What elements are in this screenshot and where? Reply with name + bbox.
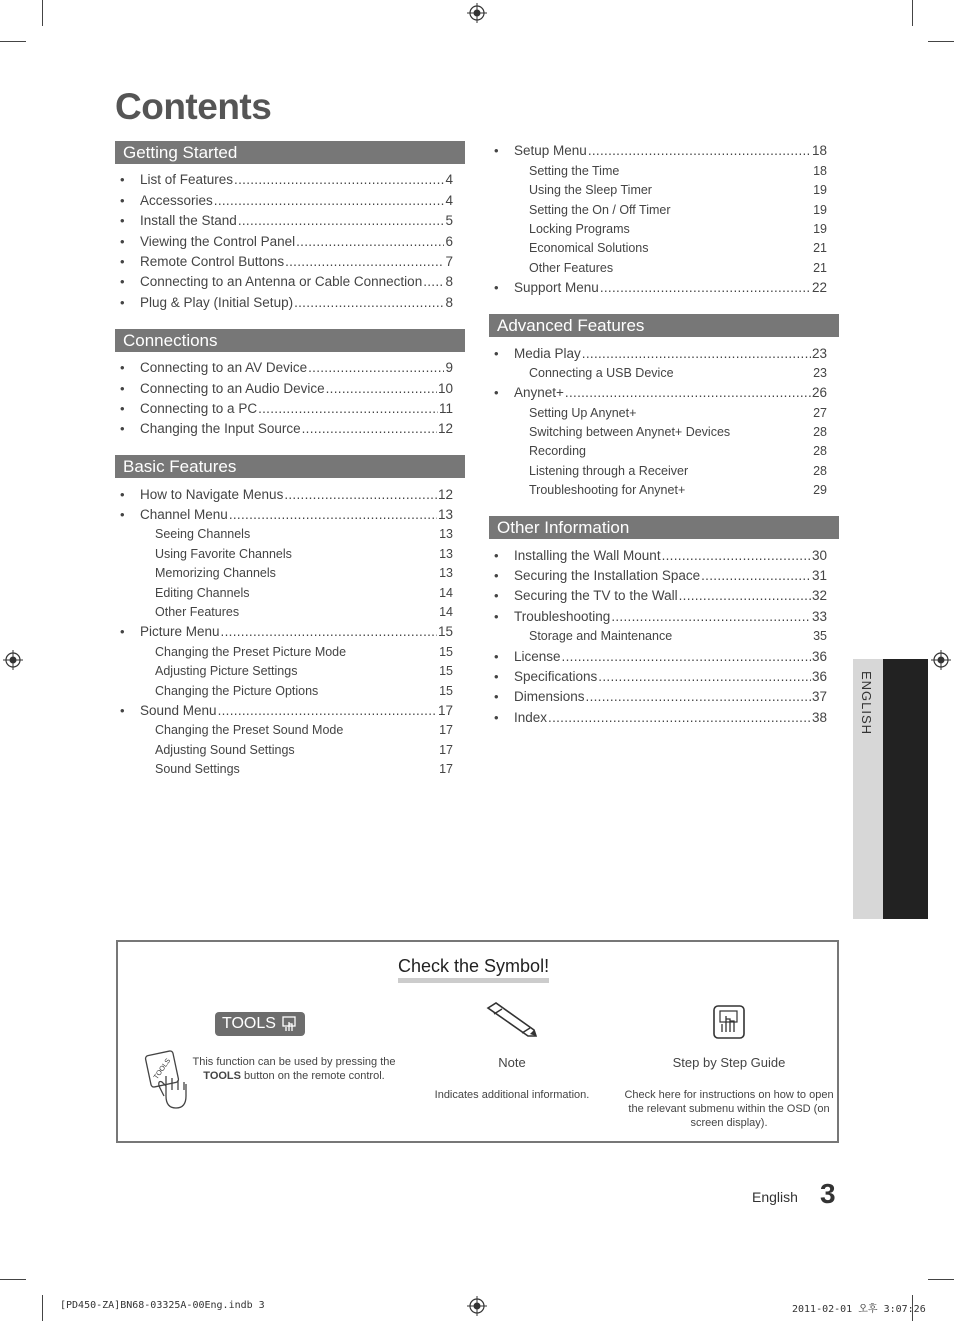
toc-list	[115, 356, 465, 438]
section-heading: Advanced Features	[489, 314, 839, 337]
toc-subentry	[489, 440, 839, 459]
toc-entry-page: 31	[811, 568, 827, 584]
toc-subentry	[115, 542, 465, 561]
crop-mark	[928, 41, 954, 42]
dot-leader	[296, 234, 444, 250]
crop-mark	[42, 0, 43, 26]
toc-subentry	[115, 719, 465, 738]
registration-mark-icon	[931, 650, 951, 670]
toc-entry-label: Locking Programs	[529, 221, 630, 236]
toc-entry	[115, 250, 465, 270]
dot-leader	[679, 588, 811, 604]
tools-description-line2: button on the remote control.	[241, 1070, 385, 1082]
toc-entry-label: Using Favorite Channels	[155, 546, 292, 561]
section-heading: Getting Started	[115, 141, 465, 164]
dot-leader	[285, 254, 444, 270]
toc-subentry	[115, 679, 465, 698]
toc-entry-page: 7	[445, 253, 453, 269]
section-heading: Basic Features	[115, 455, 465, 478]
toc-subentry	[489, 179, 839, 198]
toc-entry-page: 33	[811, 608, 827, 624]
toc-list	[489, 139, 839, 296]
toc-entry-page: 35	[813, 629, 827, 644]
toc-subentry	[489, 198, 839, 217]
toc-entry	[489, 644, 839, 664]
toc-subentry	[489, 218, 839, 237]
toc-entry-label: Recording	[529, 444, 586, 459]
toc-entry-label: Troubleshooting for Anynet+	[529, 483, 686, 498]
toc-entry-page: 23	[811, 345, 827, 361]
toc-entry-page: 37	[811, 689, 827, 705]
dot-leader	[284, 487, 437, 503]
toc-entry-page: 28	[813, 425, 827, 440]
toc-entry-label: • Connecting to an Audio Device	[140, 380, 325, 396]
tools-badge-label: TOOLS	[222, 1015, 276, 1032]
toc-entry-page: 18	[813, 163, 827, 178]
toc-entry	[115, 356, 465, 376]
toc-subentry	[489, 421, 839, 440]
toc-entry-page: 28	[813, 444, 827, 459]
symbol-box-title: Check the Symbol!	[398, 956, 549, 983]
toc-entry-label: Listening through a Receiver	[529, 463, 689, 478]
toc-entry-label: • Channel Menu	[140, 507, 228, 523]
toc-right-column	[489, 139, 839, 744]
toc-subentry	[115, 738, 465, 757]
toc-list	[489, 341, 839, 498]
toc-entry-page: 28	[813, 463, 827, 478]
toc-entry-label: Setting Up Anynet+	[529, 405, 637, 420]
step-by-step-guide-icon	[712, 1004, 746, 1040]
dot-leader	[423, 274, 444, 290]
toc-entry-page: 15	[439, 683, 453, 698]
note-label: Note	[498, 1055, 526, 1070]
toc-entry-page: 14	[439, 605, 453, 620]
toc-entry	[115, 417, 465, 437]
toc-entry-label: Using the Sleep Timer	[529, 183, 652, 198]
dot-leader	[586, 689, 811, 705]
toc-entry-page: 17	[439, 742, 453, 757]
toc-entry-label: • Remote Control Buttons	[140, 253, 285, 269]
note-pencil-icon	[484, 1000, 540, 1040]
dot-leader	[701, 568, 811, 584]
toc-entry-label: Setting the Time	[529, 163, 620, 178]
remote-tools-button-text: TOOLS	[152, 1057, 173, 1081]
toc-entry	[489, 564, 839, 584]
toc-entry-page: 14	[439, 585, 453, 600]
toc-subentry	[115, 660, 465, 679]
toc-entry-label: • Plug & Play (Initial Setup)	[140, 294, 294, 310]
toc-subentry	[489, 625, 839, 644]
dot-leader	[234, 172, 444, 188]
dot-leader	[548, 710, 811, 726]
toc-entry-label: • Troubleshooting	[514, 608, 611, 624]
toc-entry	[489, 584, 839, 604]
toc-entry-label: • Changing the Input Source	[140, 421, 301, 437]
toc-entry	[489, 139, 839, 159]
note-description: Indicates additional information.	[434, 1089, 590, 1101]
toc-section	[115, 455, 465, 777]
toc-section	[489, 139, 839, 296]
toc-entry-label: Switching between Anynet+ Devices	[529, 425, 731, 440]
dot-leader	[598, 669, 811, 685]
toc-entry-label: • Support Menu	[514, 280, 599, 296]
toc-entry-page: 36	[811, 648, 827, 664]
toc-entry	[489, 381, 839, 401]
toc-entry-label: • Setup Menu	[514, 143, 587, 159]
tools-description-line1: This function can be used by pressing the	[192, 1056, 396, 1068]
footer-language: English	[752, 1189, 798, 1205]
toc-entry-page: 13	[439, 546, 453, 561]
toc-entry-page: 32	[811, 588, 827, 604]
toc-entry-page: 15	[437, 624, 453, 640]
toc-entry-page: 17	[439, 762, 453, 777]
toc-entry-page: 12	[437, 421, 453, 437]
toc-entry-page: 27	[813, 405, 827, 420]
toc-subentry	[115, 562, 465, 581]
toc-entry-page: 4	[445, 192, 453, 208]
dot-leader	[308, 360, 444, 376]
toc-entry	[489, 341, 839, 361]
toc-entry-page: 21	[813, 260, 827, 275]
toc-entry	[115, 620, 465, 640]
toc-entry-label: • Install the Stand	[140, 213, 237, 229]
toc-entry-label: Connecting a USB Device	[529, 365, 674, 380]
dot-leader	[258, 401, 438, 417]
toc-entry-label: • List of Features	[140, 172, 234, 188]
toc-entry-page: 8	[445, 294, 453, 310]
toc-subentry	[115, 601, 465, 620]
toc-entry	[115, 168, 465, 188]
toc-entry-label: • Index	[514, 709, 548, 725]
toc-entry-page: 17	[439, 723, 453, 738]
toc-entry	[489, 705, 839, 725]
toc-entry-page: 6	[445, 233, 453, 249]
toc-subentry	[115, 640, 465, 659]
toc-subentry	[115, 581, 465, 600]
toc-entry-label: • Viewing the Control Panel	[140, 233, 296, 249]
dot-leader	[221, 624, 437, 640]
toc-section	[115, 141, 465, 311]
toc-entry	[115, 209, 465, 229]
toc-entry-label: Changing the Preset Sound Mode	[155, 723, 344, 738]
toc-left-column	[115, 141, 465, 795]
dot-leader	[565, 385, 811, 401]
dot-leader	[326, 381, 437, 397]
dot-leader	[294, 295, 444, 311]
crop-mark	[928, 1279, 954, 1280]
language-tab	[853, 659, 928, 919]
toc-entry-label: Memorizing Channels	[155, 566, 276, 581]
toc-entry-label: • License	[514, 648, 561, 664]
toc-entry-page: 30	[811, 547, 827, 563]
crop-mark	[0, 41, 26, 42]
tools-description-bold: TOOLS	[203, 1070, 241, 1082]
toc-subentry	[115, 523, 465, 542]
toc-subentry	[489, 479, 839, 498]
check-the-symbol-box	[116, 940, 839, 1143]
registration-mark-icon	[467, 3, 487, 23]
toc-entry	[115, 290, 465, 310]
dot-leader	[238, 213, 445, 229]
toc-entry	[115, 376, 465, 396]
toc-entry	[489, 685, 839, 705]
dot-leader	[662, 548, 811, 564]
dot-leader	[588, 143, 811, 159]
toc-entry-label: • Installing the Wall Mount	[514, 547, 661, 563]
crop-mark	[0, 1279, 26, 1280]
toc-entry-label: Sound Settings	[155, 762, 240, 777]
toc-entry-label: • Specifications	[514, 668, 598, 684]
toc-entry-page: 19	[813, 202, 827, 217]
toc-entry-label: • Accessories	[140, 192, 213, 208]
toc-entry-label: • Media Play	[514, 345, 581, 361]
toc-entry-label: Setting the On / Off Timer	[529, 202, 671, 217]
toc-entry	[489, 543, 839, 563]
toc-entry-label: • Anynet+	[514, 385, 564, 401]
print-slug-date: 2011-02-01 오후 3:07:26	[792, 1304, 926, 1315]
toc-entry-label: Adjusting Sound Settings	[155, 742, 295, 757]
step-guide-label: Step by Step Guide	[672, 1055, 786, 1070]
toc-entry-page: 13	[439, 566, 453, 581]
toc-entry-page: 5	[445, 213, 453, 229]
tools-description	[190, 1055, 398, 1083]
toc-entry	[489, 604, 839, 624]
toc-entry-page: 9	[445, 360, 453, 376]
toc-entry-label: Adjusting Picture Settings	[155, 664, 298, 679]
registration-mark-icon	[467, 1296, 487, 1316]
toc-list	[489, 543, 839, 726]
toc-entry-label: • Connecting to an Antenna or Cable Connection	[140, 274, 423, 290]
toc-entry-page: 22	[811, 280, 827, 296]
toc-entry-label: Other Features	[529, 260, 614, 275]
dot-leader	[218, 703, 437, 719]
crop-mark	[42, 1295, 43, 1321]
toc-entry-page: 38	[811, 709, 827, 725]
toc-entry-label: • Connecting to a PC	[140, 400, 258, 416]
toc-entry-page: 10	[437, 380, 453, 396]
print-slug-file: [PD450-ZA]BN68-03325A-00Eng.indb 3	[60, 1300, 265, 1311]
tools-badge	[215, 1012, 305, 1036]
toc-entry-page: 36	[811, 668, 827, 684]
toc-subentry	[489, 401, 839, 420]
toc-entry-label: Changing the Picture Options	[155, 683, 319, 698]
toc-entry-label: • Securing the TV to the Wall	[514, 588, 678, 604]
toc-entry-label: Storage and Maintenance	[529, 629, 673, 644]
toc-entry	[489, 276, 839, 296]
section-heading: Connections	[115, 329, 465, 352]
language-tab-block	[883, 659, 928, 919]
toc-subentry	[115, 758, 465, 777]
toc-entry-label: Other Features	[155, 605, 240, 620]
dot-leader	[582, 346, 811, 362]
dot-leader	[229, 507, 437, 523]
toc-entry-page: 13	[439, 527, 453, 542]
toc-entry-label: Changing the Preset Picture Mode	[155, 644, 347, 659]
remote-tools-button-icon	[144, 1050, 192, 1112]
language-tab-label: ENGLISH	[859, 671, 874, 736]
section-heading: Other Information	[489, 516, 839, 539]
dot-leader	[302, 421, 437, 437]
toc-subentry	[489, 256, 839, 275]
toc-entry-label: Economical Solutions	[529, 241, 649, 256]
toc-entry-label: • Dimensions	[514, 689, 585, 705]
toc-entry	[115, 482, 465, 502]
toc-entry-page: 18	[811, 143, 827, 159]
toc-entry	[115, 503, 465, 523]
toc-entry	[115, 699, 465, 719]
toc-entry-page: 29	[813, 483, 827, 498]
toc-entry-page: 13	[437, 507, 453, 523]
step-guide-description: Check here for instructions on how to open the relevant submenu within the OSD (on screen display).	[624, 1089, 834, 1129]
toc-entry-label: • How to Navigate Menus	[140, 486, 284, 502]
toc-subentry	[489, 362, 839, 381]
toc-entry-page: 11	[438, 400, 453, 416]
toc-entry-page: 4	[445, 172, 453, 188]
registration-mark-icon	[3, 650, 23, 670]
toc-entry	[115, 188, 465, 208]
toc-entry-label: Editing Channels	[155, 585, 250, 600]
toc-entry-label: • Picture Menu	[140, 624, 220, 640]
dot-leader	[600, 280, 811, 296]
toc-subentry	[489, 459, 839, 478]
toc-entry	[489, 665, 839, 685]
toc-entry	[115, 270, 465, 290]
page-number: 3	[820, 1178, 836, 1209]
crop-mark	[912, 0, 913, 26]
page-title: Contents	[115, 86, 272, 127]
dot-leader	[611, 609, 811, 625]
dot-leader	[214, 193, 445, 209]
toc-entry-page: 21	[813, 241, 827, 256]
toc-list	[115, 168, 465, 311]
toc-entry-page: 17	[437, 702, 453, 718]
toc-entry-page: 26	[811, 385, 827, 401]
toc-entry-page: 19	[813, 183, 827, 198]
toc-entry-label: • Securing the Installation Space	[514, 568, 701, 584]
toc-entry-page: 8	[445, 274, 453, 290]
toc-entry	[115, 229, 465, 249]
tools-hand-icon	[281, 1015, 299, 1033]
toc-section	[115, 329, 465, 438]
toc-entry-label: • Connecting to an AV Device	[140, 360, 308, 376]
toc-entry-page: 12	[437, 486, 453, 502]
toc-entry-label: Seeing Channels	[155, 527, 251, 542]
toc-entry	[115, 397, 465, 417]
toc-subentry	[489, 237, 839, 256]
toc-subentry	[489, 159, 839, 178]
toc-section	[489, 314, 839, 498]
toc-entry-page: 15	[439, 644, 453, 659]
toc-entry-page: 19	[813, 221, 827, 236]
toc-list	[115, 482, 465, 777]
toc-section	[489, 516, 839, 726]
toc-entry-label: • Sound Menu	[140, 702, 217, 718]
toc-entry-page: 15	[439, 664, 453, 679]
toc-entry-page: 23	[813, 365, 827, 380]
dot-leader	[562, 649, 811, 665]
